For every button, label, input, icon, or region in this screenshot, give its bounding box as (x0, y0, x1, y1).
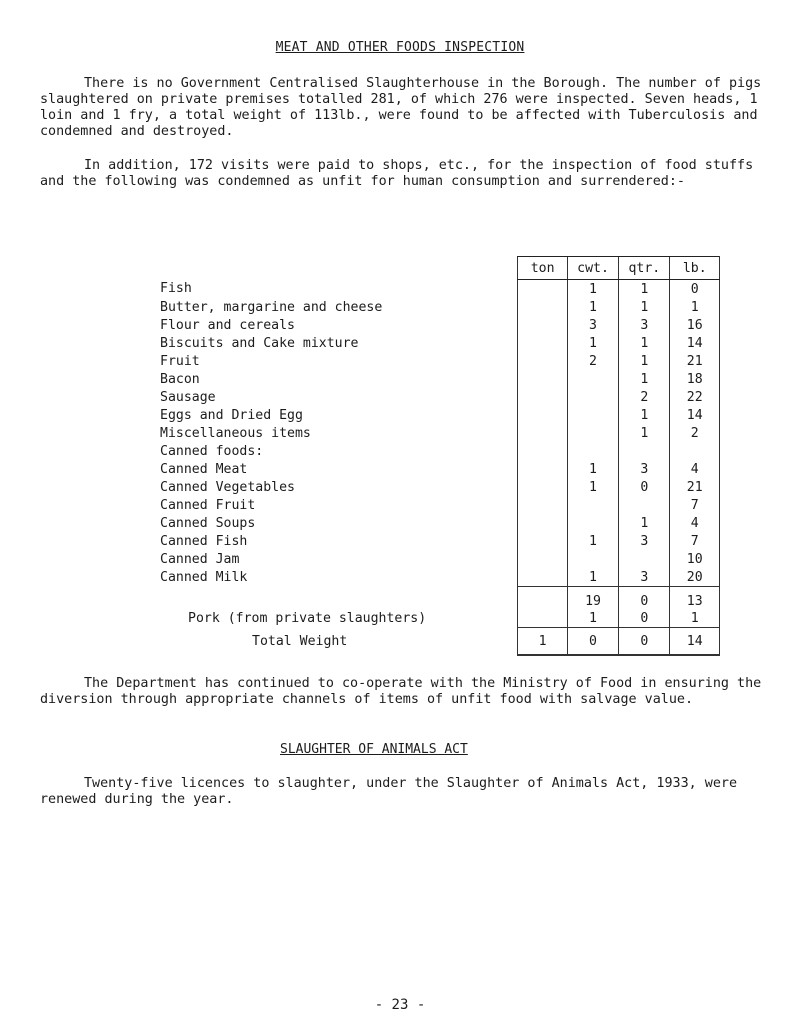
row-ton (518, 532, 567, 550)
row-ton (518, 352, 567, 370)
row-item: Canned Soups (160, 515, 256, 531)
row-item: Canned Milk (160, 569, 248, 585)
row-lb: 1 (670, 298, 720, 316)
row-item: Canned Jam (160, 551, 240, 567)
table-body (160, 280, 720, 587)
row-ton (518, 496, 567, 514)
row-qtr: 3 (619, 316, 670, 334)
row-qtr: 3 (619, 532, 670, 550)
row-lb (670, 442, 720, 460)
paragraph-licences (40, 776, 780, 808)
total-item: Total Weight (252, 633, 348, 649)
row-lb: 21 (670, 352, 720, 370)
total-ton: 1 (518, 628, 567, 656)
row-cwt: 2 (567, 352, 618, 370)
row-cwt: 1 (567, 334, 618, 352)
row-ton (518, 388, 567, 406)
table-row (160, 424, 720, 442)
row-cwt: 1 (567, 280, 618, 299)
row-lb: 18 (670, 370, 720, 388)
row-qtr (619, 496, 670, 514)
subtotal-row (160, 587, 720, 610)
row-cwt (567, 406, 618, 424)
subtotal-qtr: 0 (619, 587, 670, 610)
table-row (160, 442, 720, 460)
row-item: Bacon (160, 371, 200, 387)
table-totals (160, 587, 720, 656)
header-ton: ton (518, 257, 567, 280)
row-cwt (567, 424, 618, 442)
row-ton (518, 316, 567, 334)
row-qtr: 0 (619, 478, 670, 496)
subtotal-item (160, 587, 518, 610)
row-item: Canned Fish (160, 533, 248, 549)
row-lb: 20 (670, 568, 720, 587)
table-row (160, 370, 720, 388)
table-row (160, 316, 720, 334)
total-lb: 14 (670, 628, 720, 656)
row-ton (518, 514, 567, 532)
row-item: Canned foods: (160, 443, 264, 459)
row-qtr: 1 (619, 370, 670, 388)
row-item: Eggs and Dried Egg (160, 407, 303, 423)
row-item: Canned Fruit (160, 497, 256, 513)
header-cwt: cwt. (567, 257, 618, 280)
row-ton (518, 550, 567, 568)
row-cwt: 3 (567, 316, 618, 334)
row-qtr: 1 (619, 280, 670, 299)
section-heading-slaughter: SLAUGHTER OF ANIMALS ACT (280, 742, 468, 757)
table-row (160, 496, 720, 514)
row-cwt: 1 (567, 298, 618, 316)
row-item: Butter, margarine and cheese (160, 299, 383, 315)
subtotal-ton (518, 587, 567, 610)
condemned-food-table (160, 256, 720, 656)
row-qtr: 3 (619, 568, 670, 587)
table-row (160, 478, 720, 496)
row-qtr: 1 (619, 298, 670, 316)
paragraph-pigs (40, 76, 780, 140)
paragraph-ministry (40, 676, 780, 708)
subtotal-cwt: 19 (567, 587, 618, 610)
row-cwt: 1 (567, 532, 618, 550)
row-cwt (567, 370, 618, 388)
row-ton (518, 298, 567, 316)
table-row (160, 298, 720, 316)
row-qtr: 1 (619, 406, 670, 424)
row-lb: 4 (670, 514, 720, 532)
table-row (160, 406, 720, 424)
table-row (160, 388, 720, 406)
row-lb: 16 (670, 316, 720, 334)
table-row (160, 334, 720, 352)
row-lb: 22 (670, 388, 720, 406)
row-lb: 0 (670, 280, 720, 299)
paragraph-visits (40, 158, 780, 190)
row-ton (518, 568, 567, 587)
header-item (160, 257, 518, 280)
pork-qtr: 0 (619, 609, 670, 628)
row-qtr (619, 442, 670, 460)
table-row (160, 280, 720, 299)
row-ton (518, 370, 567, 388)
row-cwt: 1 (567, 460, 618, 478)
row-ton (518, 280, 567, 299)
row-lb: 7 (670, 496, 720, 514)
row-lb: 7 (670, 532, 720, 550)
total-row (160, 628, 720, 656)
pork-lb: 1 (670, 609, 720, 628)
row-lb: 4 (670, 460, 720, 478)
row-ton (518, 460, 567, 478)
row-qtr: 3 (619, 460, 670, 478)
row-item: Fruit (160, 353, 200, 369)
row-ton (518, 478, 567, 496)
row-cwt (567, 496, 618, 514)
header-qtr: qtr. (619, 257, 670, 280)
total-cwt: 0 (567, 628, 618, 656)
page-title: MEAT AND OTHER FOODS INSPECTION (275, 40, 525, 55)
table-row (160, 514, 720, 532)
paragraph-text: Twenty-five licences to slaughter, under the Slaughter of Animals Act, 1933, were renewed during the year. (40, 776, 738, 807)
pork-row (160, 609, 720, 628)
row-cwt (567, 388, 618, 406)
row-lb: 10 (670, 550, 720, 568)
row-ton (518, 334, 567, 352)
row-qtr: 1 (619, 352, 670, 370)
row-cwt (567, 514, 618, 532)
row-cwt (567, 442, 618, 460)
row-item: Fish (160, 281, 192, 297)
paragraph-text: In addition, 172 visits were paid to shops, etc., for the inspection of food stuffs and the following was condemned as unfit for human consumption and surrendered:- (40, 158, 754, 189)
row-ton (518, 406, 567, 424)
row-lb: 14 (670, 334, 720, 352)
page-number: - 23 - (374, 997, 426, 1013)
row-qtr: 2 (619, 388, 670, 406)
row-cwt (567, 550, 618, 568)
paragraph-text: There is no Government Centralised Slaughterhouse in the Borough. The number of pigs slaughtered on private premises totalled 281, of which 276 were inspected. Seven heads, 1 loin and 1 fry, a total weight of 113lb., were found to be affected with Tuberculosis and condemned and destroyed. (40, 76, 762, 139)
row-cwt: 1 (567, 478, 618, 496)
row-lb: 14 (670, 406, 720, 424)
row-item: Miscellaneous items (160, 425, 311, 441)
row-ton (518, 442, 567, 460)
pork-cwt: 1 (567, 609, 618, 628)
table-header-row (160, 257, 720, 280)
pork-ton (518, 609, 567, 628)
table-row (160, 550, 720, 568)
table-row (160, 460, 720, 478)
total-qtr: 0 (619, 628, 670, 656)
row-qtr (619, 550, 670, 568)
table-row (160, 532, 720, 550)
pork-item: Pork (from private slaughters) (188, 610, 427, 626)
row-ton (518, 424, 567, 442)
paragraph-text: The Department has continued to co-operate with the Ministry of Food in ensuring the diversion through appropriate channels of items of unfit food with salvage value. (40, 676, 762, 707)
row-item: Sausage (160, 389, 216, 405)
header-lb: lb. (670, 257, 720, 280)
row-item: Flour and cereals (160, 317, 295, 333)
row-qtr: 1 (619, 334, 670, 352)
row-item: Canned Vegetables (160, 479, 295, 495)
row-lb: 2 (670, 424, 720, 442)
row-lb: 21 (670, 478, 720, 496)
row-item: Biscuits and Cake mixture (160, 335, 359, 351)
row-qtr: 1 (619, 424, 670, 442)
table-row (160, 568, 720, 587)
row-item: Canned Meat (160, 461, 248, 477)
table-row (160, 352, 720, 370)
row-qtr: 1 (619, 514, 670, 532)
row-cwt: 1 (567, 568, 618, 587)
subtotal-lb: 13 (670, 587, 720, 610)
